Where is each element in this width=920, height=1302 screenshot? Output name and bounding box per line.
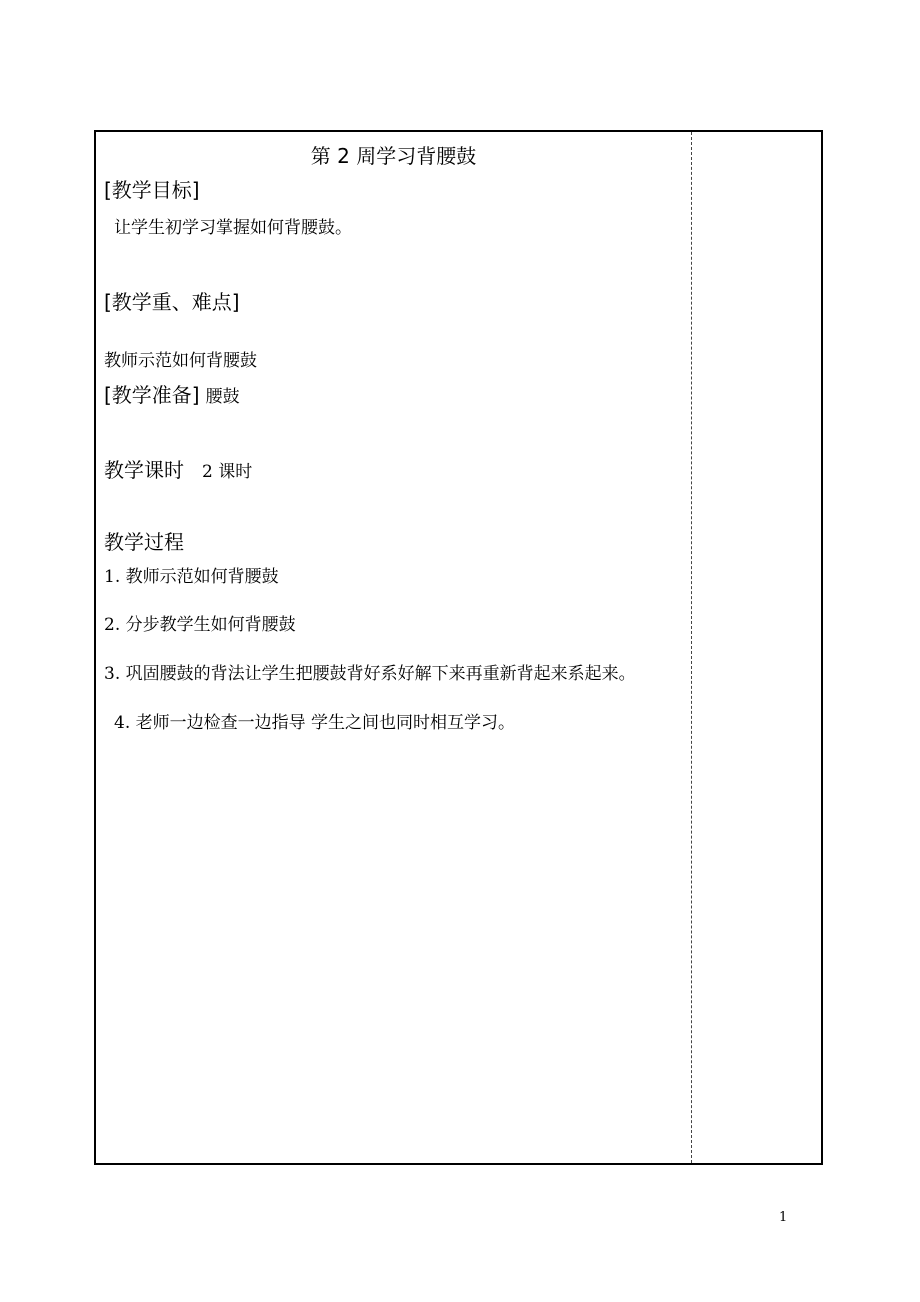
preparation-value: 腰鼓 [205,387,240,407]
process-step: 1. 教师示范如何背腰鼓 [104,567,279,587]
page-number: 1 [779,1210,788,1225]
process-step: 3. 巩固腰鼓的背法让学生把腰鼓背好系好解下来再重新背起来系起来。 [104,664,636,684]
objective-text: 让学生初学习掌握如何背腰鼓。 [114,218,352,238]
notes-cell [692,132,821,1163]
hours-heading: 教学课时 [104,458,184,482]
objective-heading: [教学目标] [104,178,200,202]
hours-row [104,460,252,481]
key-points-text: 教师示范如何背腰鼓 [104,351,257,371]
process-heading: 教学过程 [104,530,184,554]
lesson-title: 第 2 周学习背腰鼓 [310,144,477,168]
key-points-heading: [教学重、难点] [104,290,240,314]
process-step: 2. 分步教学生如何背腰鼓 [104,615,296,635]
process-step: 4. 老师一边检查一边指导 学生之间也同时相互学习。 [114,713,516,733]
preparation-heading: [教学准备] [104,383,200,407]
preparation-row [104,385,240,406]
hours-value: 2 课时 [202,462,253,482]
lesson-content-cell [96,132,691,1163]
lesson-plan-table [94,130,823,1165]
